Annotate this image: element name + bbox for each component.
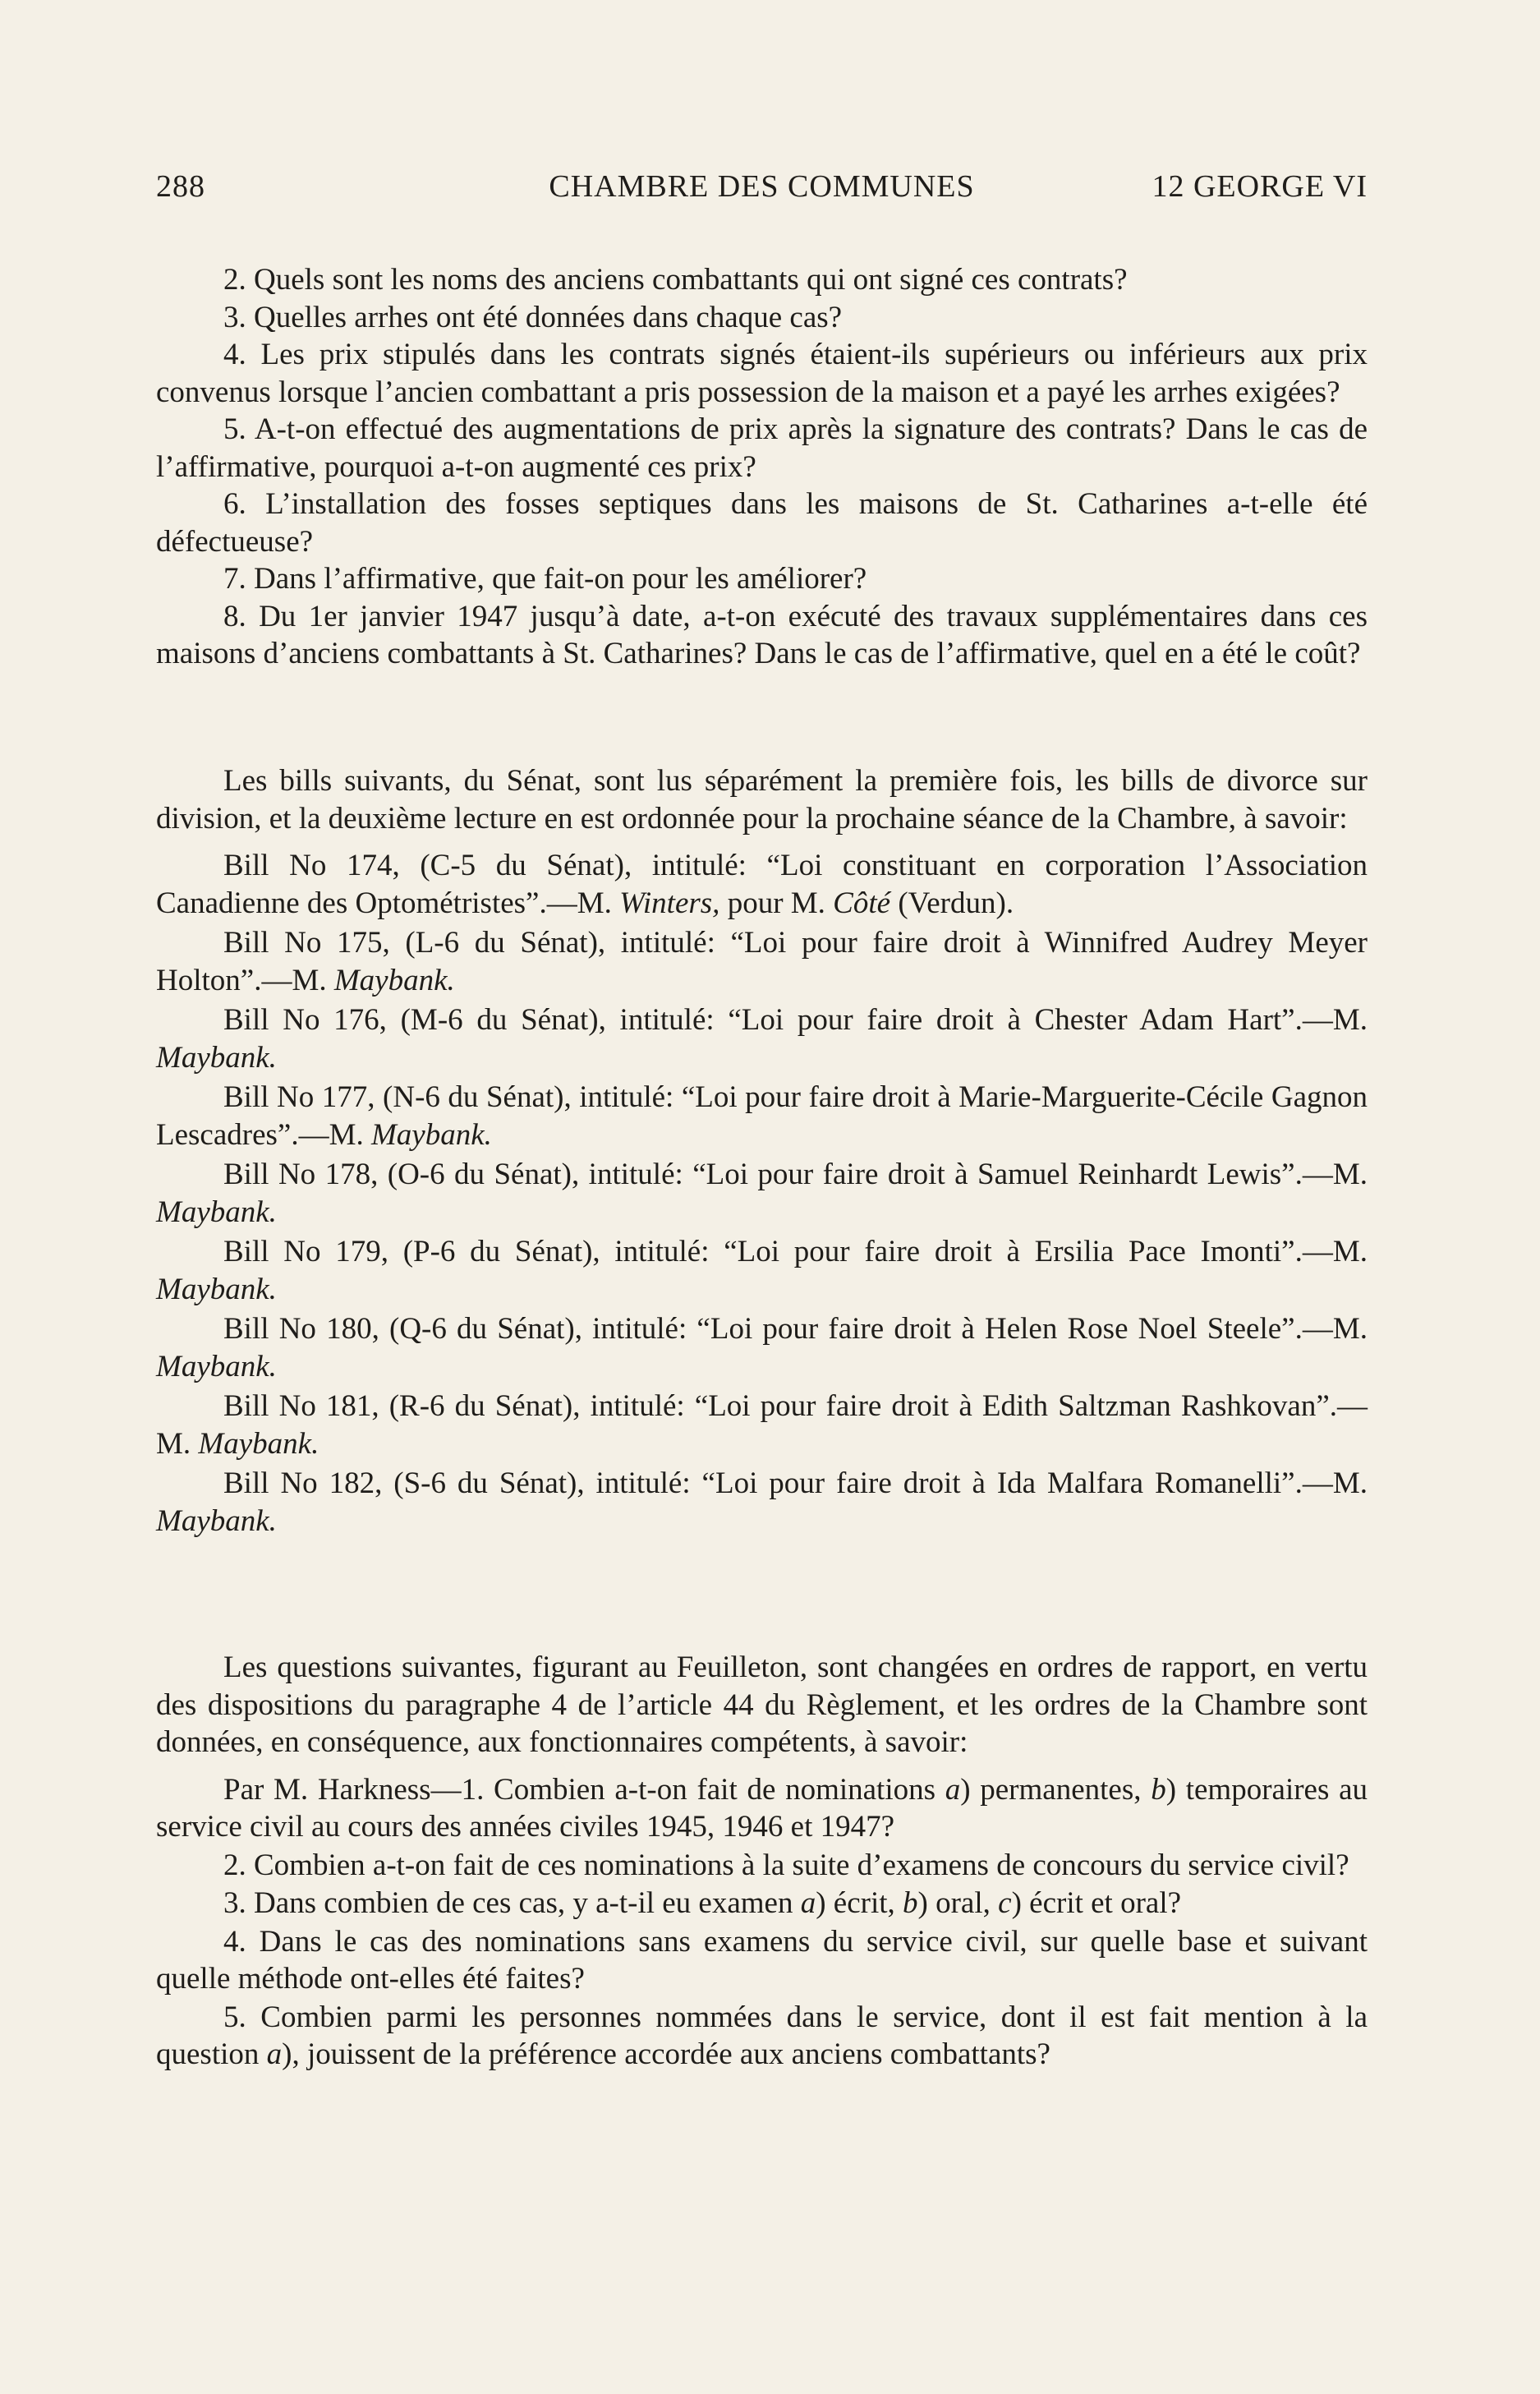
session-label: 12 GEORGE VI [1152, 169, 1368, 204]
bill-entry: Bill No 176, (M-6 du Sénat), intitulé: “Loi pour faire droit à Chester Adam Hart”.—M. Maybank. [156, 1003, 1368, 1075]
question-item: 4. Les prix stipulés dans les contrats signés étaient-ils supérieurs ou inférieurs aux prix convenus lorsque l’ancien combattant a pris possession de la maison et a payé les arrhes exigées? [156, 338, 1368, 409]
bills-intro: Les bills suivants, du Sénat, sont lus séparément la première fois, les bills de divorce sur division, et la deuxième lecture en est ordonnée pour la prochaine séance de la Chambre, à savoir: [156, 764, 1368, 836]
bill-entry: Bill No 181, (R-6 du Sénat), intitulé: “Loi pour faire droit à Edith Saltzman Rashkovan”.—M. Maybank. [156, 1389, 1368, 1461]
bill-entry: Bill No 182, (S-6 du Sénat), intitulé: “Loi pour faire droit à Ida Malfara Romanelli”.—M. Maybank. [156, 1466, 1368, 1538]
question-item: 7. Dans l’affirmative, que fait-on pour les améliorer? [223, 562, 867, 596]
harkness-question-2: 2. Combien a-t-on fait de ces nominations à la suite d’examens de concours du service civil? [223, 1848, 1349, 1882]
harkness-question-3: 3. Dans combien de ces cas, y a-t-il eu examen a) écrit, b) oral, c) écrit et oral? [223, 1886, 1182, 1920]
bill-entry: Bill No 180, (Q-6 du Sénat), intitulé: “Loi pour faire droit à Helen Rose Noel Steele”.—M. Maybank. [156, 1312, 1368, 1383]
bill-entry: Bill No 178, (O-6 du Sénat), intitulé: “Loi pour faire droit à Samuel Reinhardt Lewis”.—M. Maybank. [156, 1158, 1368, 1229]
question-item: 5. A-t-on effectué des augmentations de prix après la signature des contrats? Dans le cas de l’affirmative, pourquoi a-t-on augmenté ces prix? [156, 412, 1368, 484]
bill-entry: Bill No 174, (C-5 du Sénat), intitulé: “Loi constituant en corporation l’Association Canadienne des Optométristes”.—M. Winters, pour M. Côté (Verdun). [156, 849, 1368, 920]
running-title: CHAMBRE DES COMMUNES [549, 169, 975, 204]
page-number: 288 [156, 169, 205, 204]
question-item: 2. Quels sont les noms des anciens combattants qui ont signé ces contrats? [223, 263, 1128, 297]
bill-entry: Bill No 179, (P-6 du Sénat), intitulé: “Loi pour faire droit à Ersilia Pace Imonti”.—M. Maybank. [156, 1235, 1368, 1306]
orders-intro: Les questions suivantes, figurant au Feuilleton, sont changées en ordres de rapport, en vertu des dispositions du paragraphe 4 de l’article 44 du Règlement, et les ordres de la Chambre sont données, en conséquence, aux fonctionnaires compétents, à savoir: [156, 1650, 1368, 1759]
bills-section [156, 762, 1368, 1542]
harkness-question-5: 5. Combien parmi les personnes nommées dans le service, dont il est fait mention à la question a), jouissent de la préférence accordée aux anciens combattants? [156, 2000, 1368, 2071]
question-item: 8. Du 1er janvier 1947 jusqu’à date, a-t-on exécuté des travaux supplémentaires dans ces maisons d’anciens combattants à St. Catharines? Dans le cas de l’affirmative, quel en a été le coût? [156, 599, 1368, 670]
question-item: 6. L’installation des fosses septiques dans les maisons de St. Catharines a-t-elle été défectueuse? [156, 487, 1368, 559]
page-header [156, 168, 1368, 218]
bill-entry: Bill No 177, (N-6 du Sénat), intitulé: “Loi pour faire droit à Marie-Marguerite-Cécile Gagnon Lescadres”.—M. Maybank. [156, 1080, 1368, 1152]
harkness-question-1: Par M. Harkness—1. Combien a-t-on fait de nominations a) permanentes, b) temporaires au service civil au cours des années civiles 1945, 1946 et 1947? [156, 1772, 1368, 1844]
question-item: 3. Quelles arrhes ont été données dans chaque cas? [223, 300, 843, 334]
bill-entry: Bill No 175, (L-6 du Sénat), intitulé: “Loi pour faire droit à Winnifred Audrey Meyer Holton”.—M. Maybank. [156, 926, 1368, 997]
harkness-question-4: 4. Dans le cas des nominations sans examens du service civil, sur quelle base et suivant quelle méthode ont-elles été faites? [156, 1924, 1368, 1996]
questions-section [156, 261, 1368, 673]
orders-section [156, 1649, 1368, 2074]
